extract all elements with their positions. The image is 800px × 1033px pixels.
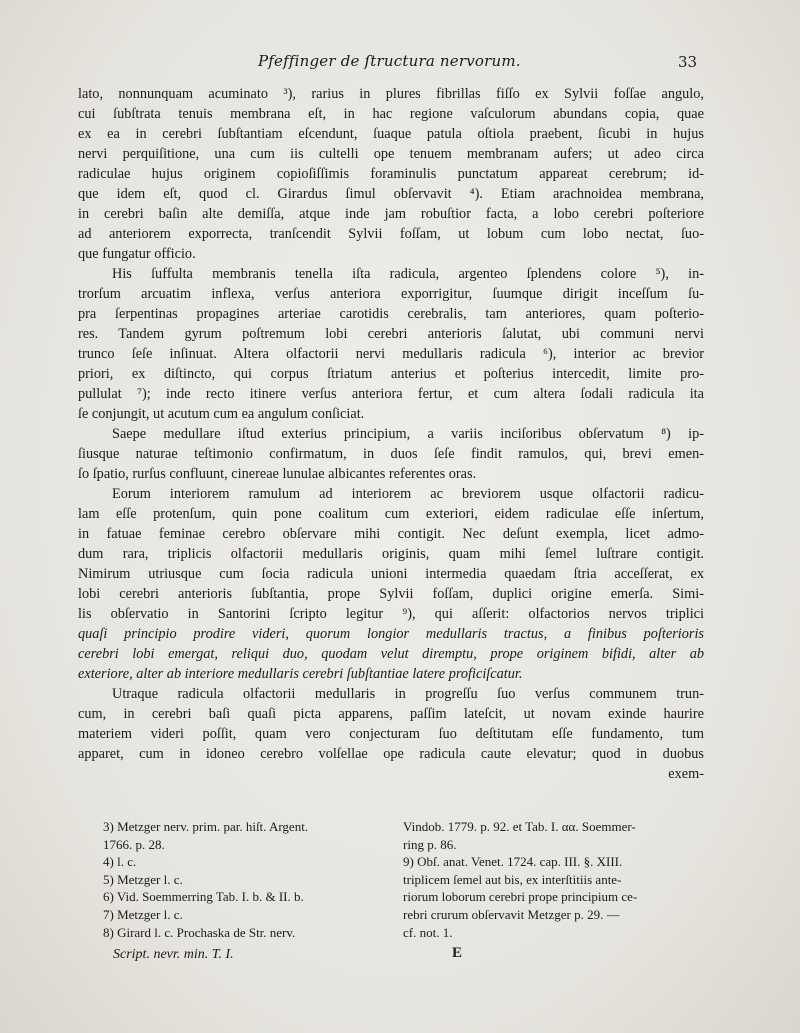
text-line: ſiusque naturae teſtimonio confirmatum, in duos ſeſe findit ramulos, qui, brevi emen- — [78, 446, 704, 462]
text-line: materiem videri poſſit, quam vero conjecturam ſuo deſtitutam eſſe fundamento, tum — [78, 726, 704, 742]
text-line: priori, ex diſtincto, qui corpus ſtriatum anterius et poſterius intercedit, limite pro- — [78, 366, 704, 382]
signature-mark: E — [452, 945, 463, 961]
footnote-line: riorum loborum cerebri prope principium ce- — [403, 889, 638, 905]
text-line: ex ea in cerebri ſubſtantiam eſcendunt, ſuaque patula oſtiola praebent, ſicubi in hujus — [78, 126, 704, 142]
footnote-line: triplicem ſemel aut bis, ex interſtitiis ante- — [403, 871, 622, 887]
text-line: ſo ſpatio, rurſus confluunt, cinereae lunulae albicantes referentes oras. — [78, 466, 477, 482]
footnote-line: 8) Girard l. c. Prochaska de Str. nerv. — [103, 924, 296, 940]
text-line: lato, nonnunquam acuminato ³), rarius in plures fibrillas fiſſo ex Sylvii foſſae angulo, — [78, 86, 704, 102]
footnote-line: 6) Vid. Soemmerring Tab. I. b. & II. b. — [103, 889, 304, 905]
footnote-line: cf. not. 1. — [403, 924, 453, 940]
text-line: Eorum interiorem ramulum ad interiorem ac breviorem usque olfactorii radicu- — [112, 486, 704, 502]
text-line: lobi cerebri anterioris ſubſtantia, prope Sylvii foſſam, duplici origine emerſa. Simi- — [78, 586, 704, 602]
text-line: lam eſſe protenſum, quin pone coalitum cum exteriori, eidem radiculae eſſe inſertum, — [78, 506, 704, 522]
text-line: pullulat ⁷); inde recto itinere verſus anteriora fertur, et cum altera ſodali radicula ita — [78, 386, 704, 402]
running-head: Pfeffinger de ſtructura nervorum. — [258, 52, 521, 70]
text-line: nervi perquiſitione, una cum iis cultelli ope tenuem membranam aufers; ut adeo circa — [78, 146, 704, 162]
footnotes-right-column — [403, 818, 719, 941]
signature-line: Script. nevr. min. T. I. — [113, 947, 234, 962]
text-line: que fungatur officio. — [78, 246, 196, 262]
text-line: Saepe medullare iſtud exterius principium, a variis inciſoribus obſervatum ⁸) ip- — [112, 426, 704, 442]
text-line: apparet, cum in idoneo cerebro volſellae ope radicula caute elevatur; quod in duobus — [78, 746, 704, 762]
footnote-line: 7) Metzger l. c. — [103, 906, 183, 922]
text-line: quaſi principio prodire videri, quorum longior medullaris tractus, a finibus poſterioris — [78, 626, 704, 642]
footnote-line: 4) l. c. — [103, 854, 137, 870]
text-line: His ſuffulta membranis tenella iſta radicula, argenteo ſplendens colore ⁵), in- — [112, 266, 704, 282]
footnote-line: 3) Metzger nerv. prim. par. hiſt. Argent. — [103, 819, 309, 834]
catchword: exem- — [668, 766, 704, 782]
text-line: cum, in cerebri baſi quaſi picta apparens, paſſim lateſcit, ut novam exinde haurire — [78, 706, 704, 722]
text-line: Nimirum utriusque cum ſocia radicula unioni intermedia quaedam ſtria acceſſerat, ex — [78, 566, 704, 582]
text-line: radiculae hujus originem copioſiſſimis foraminulis punctatum appareat cerebrum; id- — [78, 166, 704, 182]
text-line: cerebri lobi emergat, reliqui duo, quodam velut diremptu, prope originem bifidi, alter ab — [78, 646, 704, 662]
footnote-line: Vindob. 1779. p. 92. et Tab. I. αα. Soemmer- — [403, 819, 636, 834]
text-line: que idem eſt, quod cl. Girardus ſimul obſervavit ⁴). Etiam arachnoidea membrana, — [78, 186, 704, 202]
text-line: in cerebri baſin alte demiſſa, atque inde jam robuſtior facta, a lobo cerebri poſteriore — [78, 206, 704, 222]
text-line: dum rara, triplicis olfactorii medullaris originis, quam mihi ſemel luſtrare contigit. — [78, 546, 704, 562]
text-line: pra ſerpentinas propagines arteriae carotidis cerebralis, tam anteriores, quam poſterio- — [78, 306, 704, 322]
text-line: Utraque radicula olfactorii medullaris in progreſſu ſuo verſus communem trun- — [112, 686, 704, 702]
text-line: trorſum arcuatim inflexa, verſus anteriora exporrigitur, ſuumque dirigit inceſſum ſu- — [78, 286, 704, 302]
text-line: in fatuae feminae cerebro obſervare mihi contigit. Nec deſunt exempla, licet admo- — [78, 526, 704, 542]
footnote-line: 1766. p. 28. — [103, 836, 165, 852]
footnote-line: ring p. 86. — [403, 836, 457, 852]
footnote-line: 5) Metzger l. c. — [103, 871, 183, 887]
footnote-line: rebri crurum obſervavit Metzger p. 29. — — [403, 906, 620, 922]
footnote-line: 9) Obſ. anat. Venet. 1724. cap. III. §. XIII. — [403, 854, 623, 870]
footnotes-left-column — [103, 818, 393, 941]
text-line: res. Tandem gyrum poſtremum lobi cerebri anterioris ſalutat, ubi communi nervi — [78, 326, 704, 342]
text-line: ad anteriorem exporrecta, tranſcendit Sylvii foſſam, ut lobum cum lobo nectat, ſuo- — [78, 226, 704, 242]
text-line: lis obſervatio in Santorini ſcripto legitur ⁹), qui aſſerit: olfactorios nervos triplici — [78, 606, 704, 622]
text-line: cui ſubſtrata tenuis membrana eſt, in hac regione vaſculorum abundans copia, quae — [78, 106, 704, 122]
text-line: trunco ſeſe inſinuat. Altera olfactorii nervi medullaris radicula ⁶), interior ac brevior — [78, 346, 704, 362]
text-line: exteriore, alter ab interiore medullaris cerebri ſubſtantiae latere proficiſcatur. — [78, 666, 523, 682]
body-text — [78, 84, 704, 784]
text-line: ſe conjungit, ut acutum cum ea angulum conſiciat. — [78, 406, 365, 422]
page-number: 33 — [678, 53, 698, 71]
